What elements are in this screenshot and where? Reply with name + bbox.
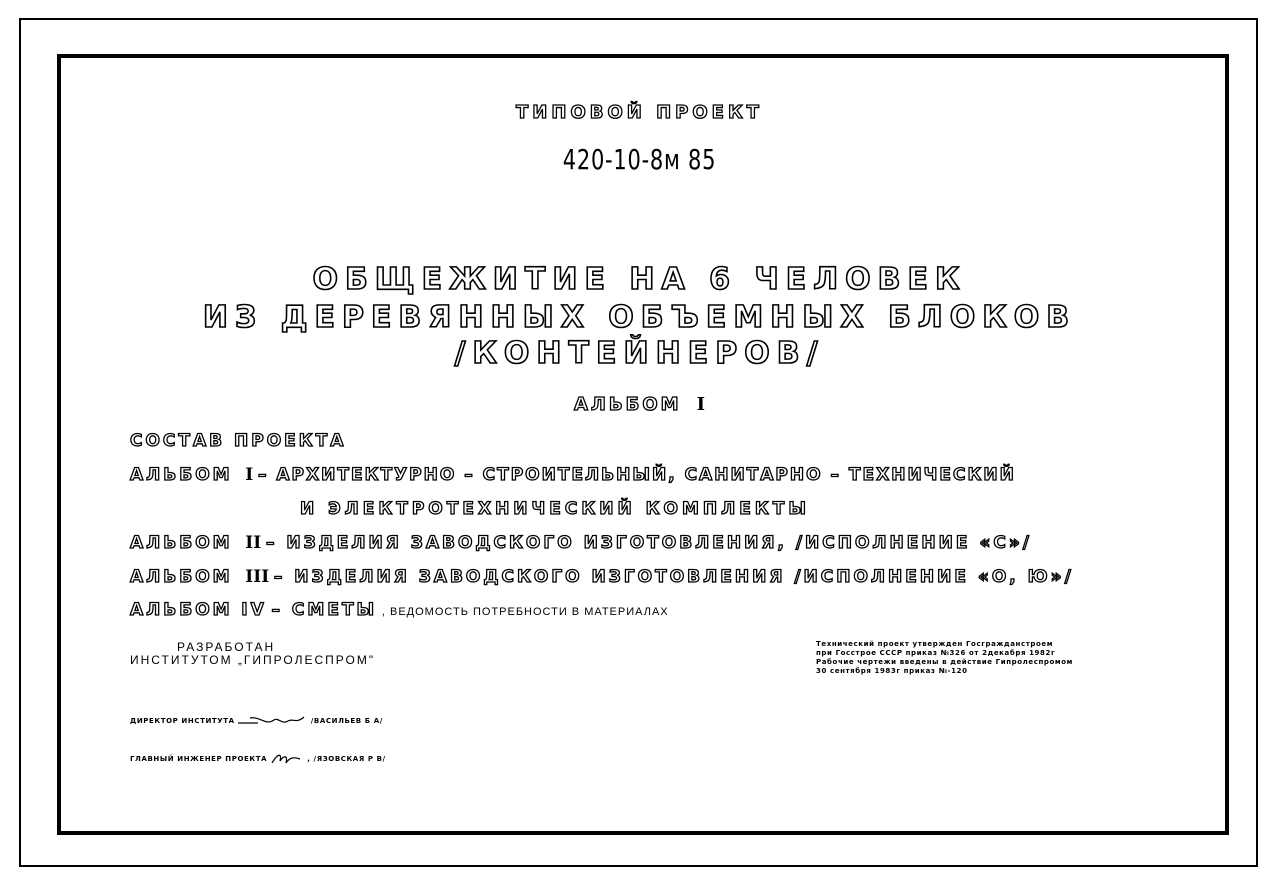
album-label: АЛЬБОМ	[130, 600, 233, 620]
approval-line-4: 30 сентября 1983г приказ №-120	[816, 667, 968, 675]
album-description-tail: , ВЕДОМОСТЬ ПОТРЕБНОСТИ В МАТЕРИАЛАХ	[381, 606, 669, 618]
album-description: – ИЗДЕЛИЯ ЗАВОДСКОГО ИЗГОТОВЛЕНИЯ, /ИСПОЛНЕНИЕ «С»/	[265, 533, 1033, 553]
approval-note	[816, 640, 1073, 676]
composition-item-2	[130, 533, 1032, 553]
album-label: АЛЬБОМ	[130, 567, 233, 587]
director-signature-image	[238, 714, 308, 728]
director-role: ДИРЕКТОР ИНСТИТУТА	[130, 717, 235, 725]
director-name: /ВАСИЛЬЕВ Б А/	[310, 717, 383, 725]
title-line-3: /КОНТЕЙНЕРОВ/	[454, 336, 825, 371]
composition-item-1-continued: И ЭЛЕКТРОТЕХНИЧЕСКИЙ КОМПЛЕКТЫ	[300, 499, 810, 519]
album-label: АЛЬБОМ	[130, 533, 233, 553]
approval-line-2: при Госстрое СССР приказ №326 от 2декабря 1982г	[816, 649, 1056, 657]
type-label: ТИПОВОЙ ПРОЕКТ	[516, 102, 763, 123]
director-signature-row	[130, 714, 383, 728]
album-description: – ИЗДЕЛИЯ ЗАВОДСКОГО ИЗГОТОВЛЕНИЯ /ИСПОЛНЕНИЕ «О, Ю»/	[273, 567, 1074, 587]
title-line-1: ОБЩЕЖИТИЕ НА 6 ЧЕЛОВЕК	[312, 262, 967, 297]
chief-signature-row	[130, 751, 386, 767]
album-number: IV	[241, 600, 267, 620]
title-line-2: ИЗ ДЕРЕВЯННЫХ ОБЪЕМНЫХ БЛОКОВ	[202, 300, 1077, 335]
album-heading-number: I	[696, 394, 705, 415]
chief-role: ГЛАВНЫЙ ИНЖЕНЕР ПРОЕКТА	[130, 755, 268, 763]
album-heading-label: АЛЬБОМ	[574, 394, 682, 415]
composition-heading: СОСТАВ ПРОЕКТА	[130, 431, 347, 451]
album-description: – СМЕТЫ	[271, 600, 378, 620]
album-label: АЛЬБОМ	[130, 465, 233, 485]
album-number: III	[245, 567, 270, 587]
approval-line-1: Технический проект утвержден Госгражданстроем	[816, 640, 1054, 648]
developer-line-1: РАЗРАБОТАН	[177, 640, 276, 654]
album-number: II	[245, 533, 262, 553]
composition-item-4	[130, 600, 669, 620]
album-number: I	[245, 465, 254, 485]
chief-name: , /ЯЗОВСКАЯ Р В/	[307, 755, 386, 763]
composition-item-3	[130, 567, 1074, 587]
developer-line-2: ИНСТИТУТОМ „ГИПРОЛЕСПРОМ"	[130, 653, 376, 667]
album-description: – АРХИТЕКТУРНО – СТРОИТЕЛЬНЫЙ, САНИТАРНО – ТЕХНИЧЕСКИЙ	[257, 465, 1016, 485]
approval-line-3: Рабочие чертежи введены в действие Гипролеспромом	[816, 658, 1073, 666]
chief-signature-image	[270, 751, 304, 767]
composition-item-1	[130, 465, 1016, 485]
album-heading	[0, 394, 1279, 415]
project-number: 420-10-8м 85	[562, 143, 717, 176]
